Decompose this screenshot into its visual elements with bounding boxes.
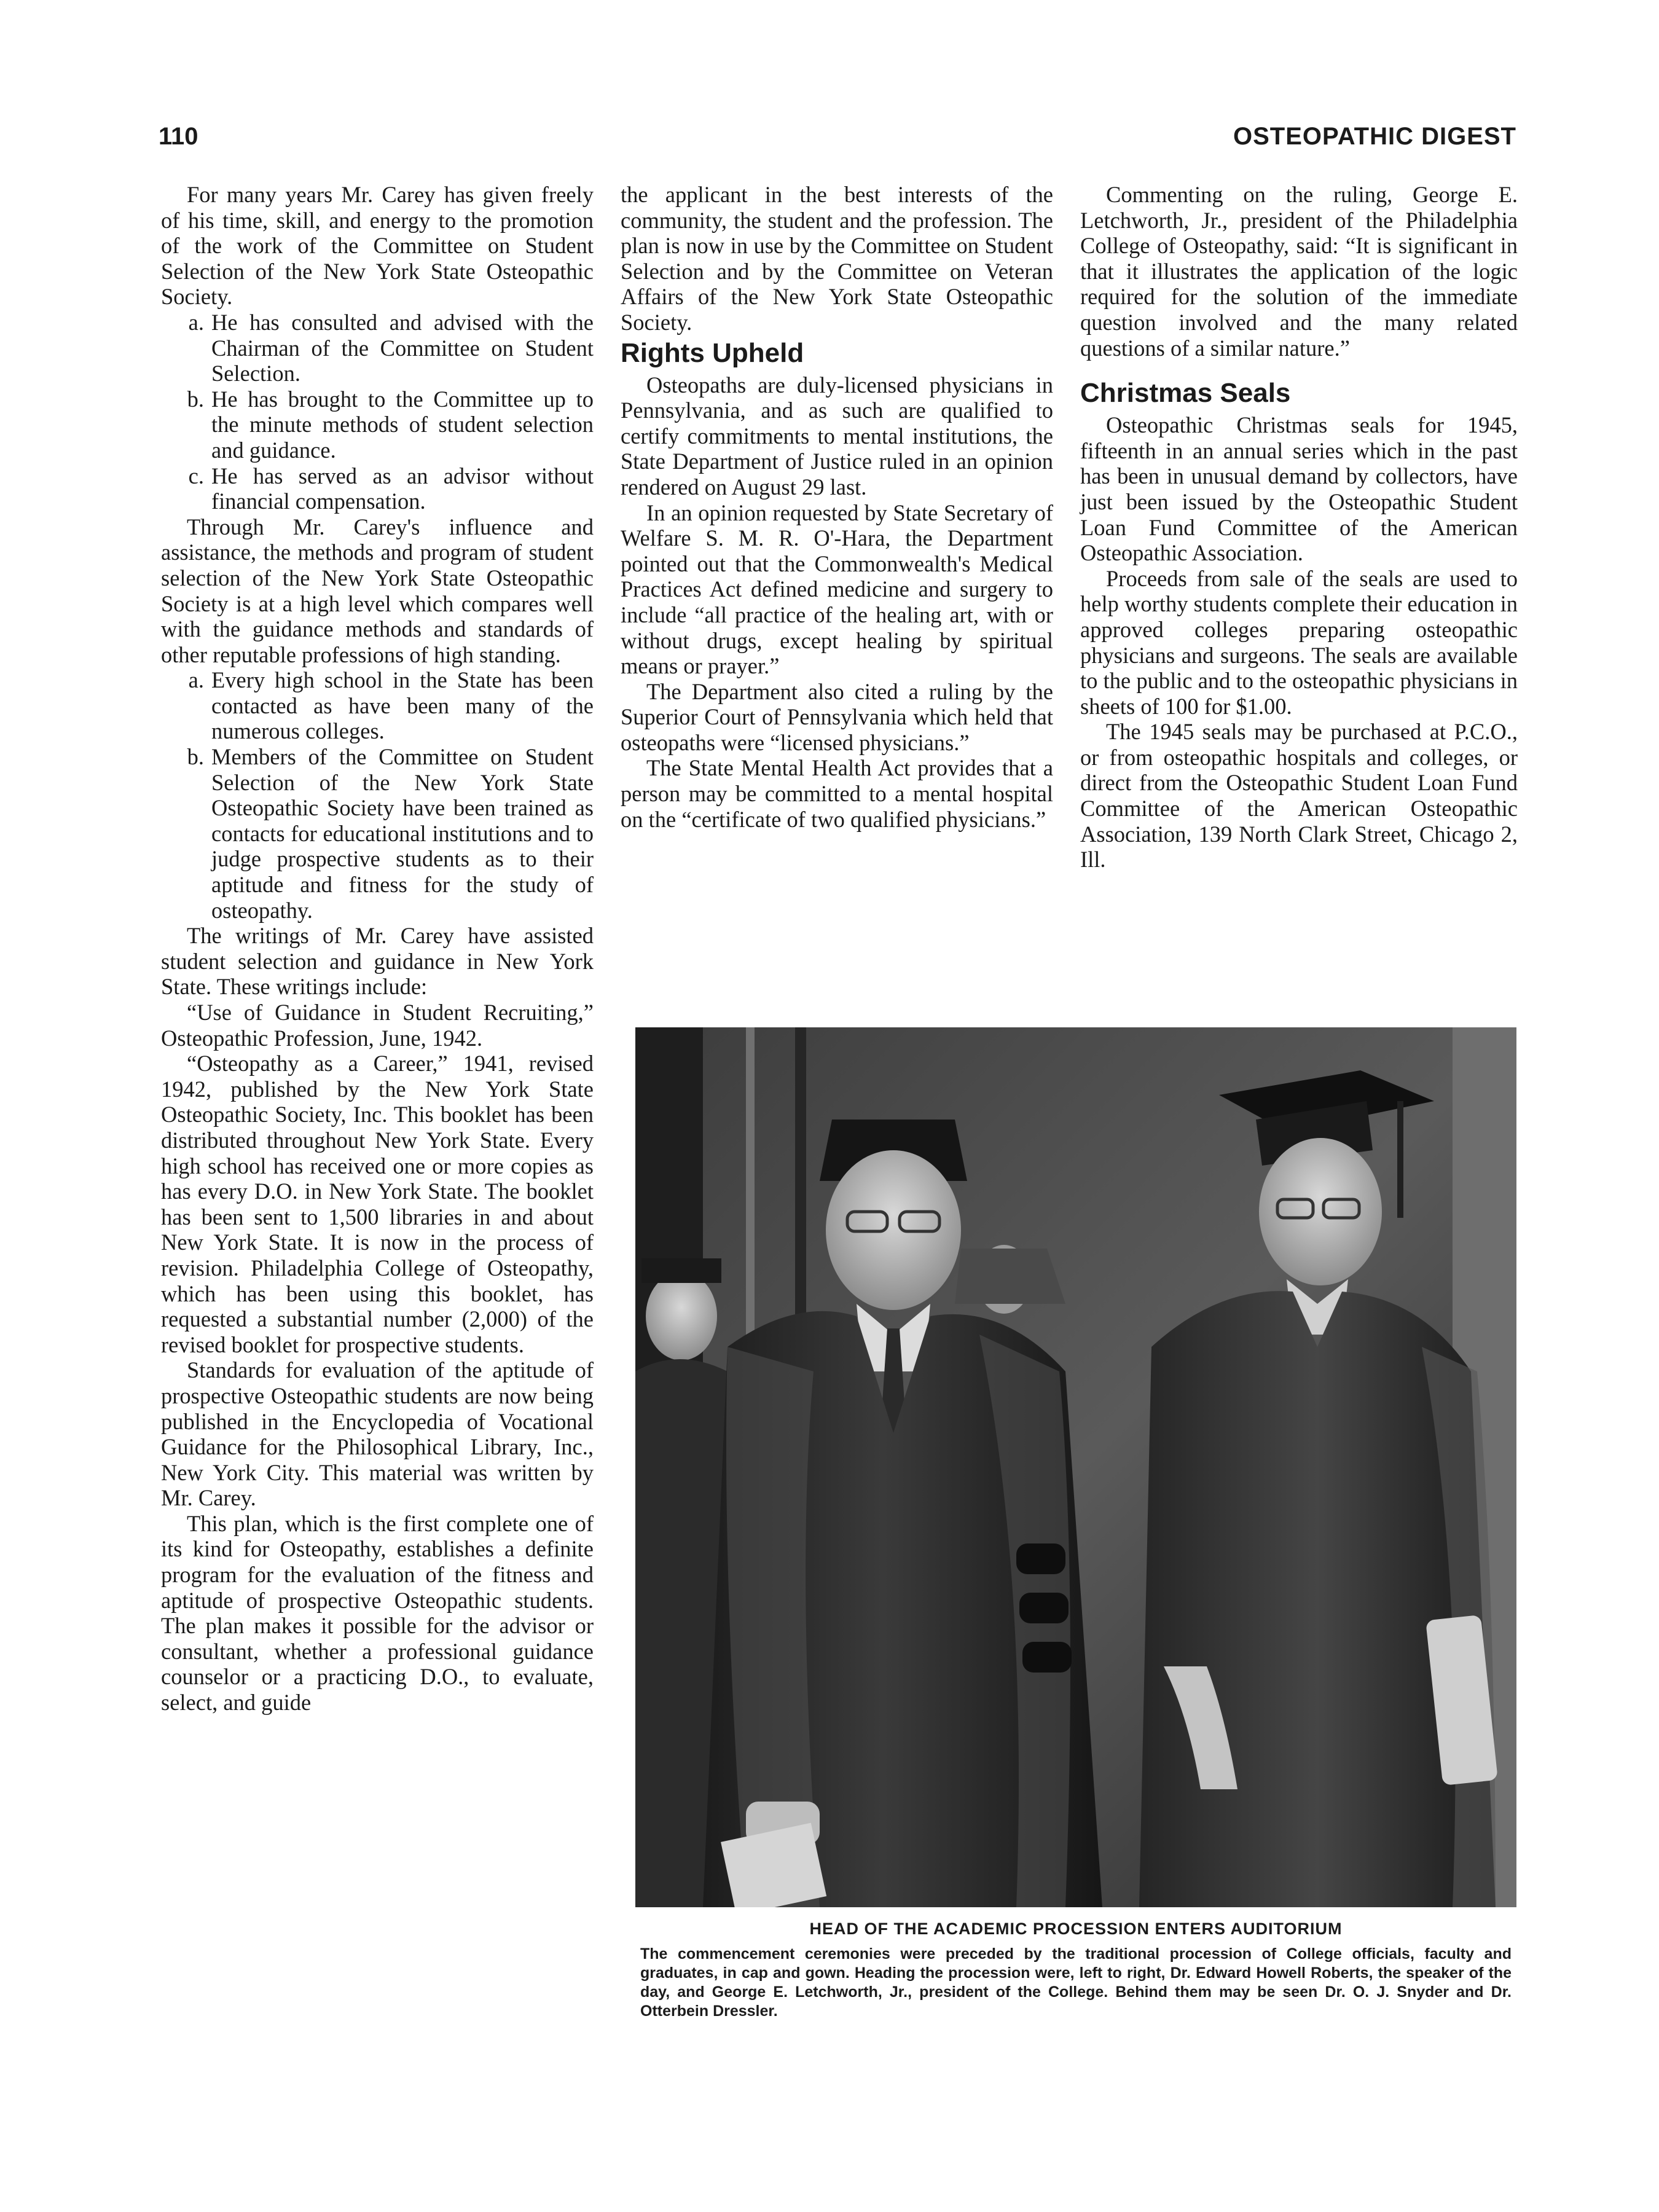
page-number: 110 [159, 123, 198, 150]
paragraph: The 1945 seals may be purchased at P.C.O., or from osteopathic hospitals and colleges, or direct from the Osteopathic Student Loan Fund Committee of the American Osteopathic Association, 139 North Clark Street, Chicago 2, Ill. [1080, 719, 1518, 873]
list-marker: a. [188, 667, 204, 693]
section-heading: Rights Upheld [621, 337, 804, 368]
column-2 [621, 182, 1053, 832]
list-item [161, 386, 594, 463]
list-marker: b. [187, 744, 204, 770]
paragraph: This plan, which is the first complete one of its kind for Osteopathy, establishes a definite program for the evaluation of the fitness and aptitude of prospective Osteopathic students. The plan makes it possible for the advisor or consultant, whether a professional guidance counselor or a practicing D.O., to evaluate, select, and guide [161, 1510, 594, 1716]
paragraph: Through Mr. Carey's influence and assistance, the methods and program of student selection of the New York State Osteopathic Society is at a high level which compares well with the guidance methods and standards of other reputable professions of high standing. [161, 514, 594, 667]
list [161, 667, 594, 923]
column-3 [1080, 182, 1518, 873]
list-item [161, 310, 594, 386]
paragraph: For many years Mr. Carey has given freely of his time, skill, and energy to the promotion of the work of the Committee on Student Selection of the New York State Osteopathic Society. [161, 182, 594, 310]
paragraph: The Department also cited a ruling by the Superior Court of Pennsylvania which held that osteopaths were “licensed physicians.” [621, 678, 1053, 755]
procession-photo [635, 1027, 1516, 1907]
paragraph: Osteopaths are duly-licensed physicians in Pennsylvania, and as such are qualified to certify commitments to mental institutions, the State Department of Justice ruled in an opinion rendered on August 29 last. [621, 372, 1053, 500]
journal-title: OSTEOPATHIC DIGEST [1233, 123, 1516, 150]
paragraph: “Osteopathy as a Career,” 1941, revised 1942, published by the New York State Osteopathic Society, Inc. This booklet has been distributed throughout New York State. Every high school has received one or more copies as has every D.O. in New York State. The booklet has been sent to 1,500 libraries in and about New York State. It is now in the process of revision. Philadelphia College of Osteopathy, which has been using this booklet, has requested a substantial number (2,000) of the revised booklet for prospective students. [161, 1051, 594, 1357]
list-item [161, 463, 594, 514]
section-heading: Christmas Seals [1080, 378, 1291, 409]
list-item-text: He has brought to the Committee up to the minute methods of student selection and guidance. [211, 386, 594, 463]
list-item [161, 744, 594, 923]
column-1 [161, 182, 594, 1716]
list-item-text: Every high school in the State has been contacted as have been many of the numerous colleges. [211, 667, 594, 744]
caption-title: HEAD OF THE ACADEMIC PROCESSION ENTERS AUDITORIUM [809, 1920, 1343, 1938]
list-marker: a. [188, 309, 204, 335]
list-item-text: He has served as an advisor without financial compensation. [211, 463, 594, 514]
paragraph: The writings of Mr. Carey have assisted student selection and guidance in New York State. These writings include: [161, 923, 594, 1000]
list-marker: c. [188, 463, 204, 488]
list-marker: b. [187, 386, 204, 412]
paragraph: “Use of Guidance in Student Recruiting,” Osteopathic Profession, June, 1942. [161, 1000, 594, 1051]
caption-body: The commencement ceremonies were preceded by the traditional procession of College officials, faculty and graduates, in cap and gown. Heading the procession were, left to right, Dr. Edward Howell Roberts, the speaker of the day, and George E. Letchworth, Jr., president of the College. Behind them may be seen Dr. O. J. Snyder and Dr. Otterbein Dressler. [640, 1945, 1512, 2020]
list-item-text: He has consulted and advised with the Chairman of the Committee on Student Selection. [211, 309, 594, 386]
list [161, 310, 594, 514]
paragraph: The State Mental Health Act provides that a person may be committed to a mental hospital on the “certificate of two qualified physicians.” [621, 755, 1053, 832]
paragraph: the applicant in the best interests of the community, the student and the profession. The plan is now in use by the Committee on Student Selection and by the Committee on Veteran Affairs of the New York State Osteopathic Society. [621, 182, 1053, 335]
photo-caption [635, 1920, 1516, 2021]
list-item [161, 667, 594, 744]
paragraph: Commenting on the ruling, George E. Letchworth, Jr., president of the Philadelphia College of Osteopathy, said: “It is significant in that it illustrates the application of the logic required for the solution of the immediate question involved and the many related questions of a similar nature.” [1080, 182, 1518, 361]
list-item-text: Members of the Committee on Student Selection of the New York State Osteopathic Society have been trained as contacts for educational institutions and to judge prospective students as to their aptitude and fitness for the study of osteopathy. [211, 744, 594, 923]
paragraph: Osteopathic Christmas seals for 1945, fifteenth in an annual series which in the past has been in unusual demand by collectors, have just been issued by the Osteopathic Student Loan Fund Committee of the American Osteopathic Association. [1080, 412, 1518, 566]
paragraph: Proceeds from sale of the seals are used to help worthy students complete their education in approved colleges preparing osteopathic physicians and surgeons. The seals are available to the public and to the osteopathic physicians in sheets of 100 for $1.00. [1080, 565, 1518, 719]
paragraph: In an opinion requested by State Secretary of Welfare S. M. R. O'-Hara, the Department pointed out that the Commonwealth's Medical Practices Act defined medicine and surgery to include “all practice of the healing art, with or without drugs, except healing by spiritual means or prayer.” [621, 500, 1053, 679]
paragraph: Standards for evaluation of the aptitude of prospective Osteopathic students are now being published in the Encyclopedia of Vocational Guidance for the Philosophical Library, Inc., New York City. This material was written by Mr. Carey. [161, 1357, 594, 1511]
